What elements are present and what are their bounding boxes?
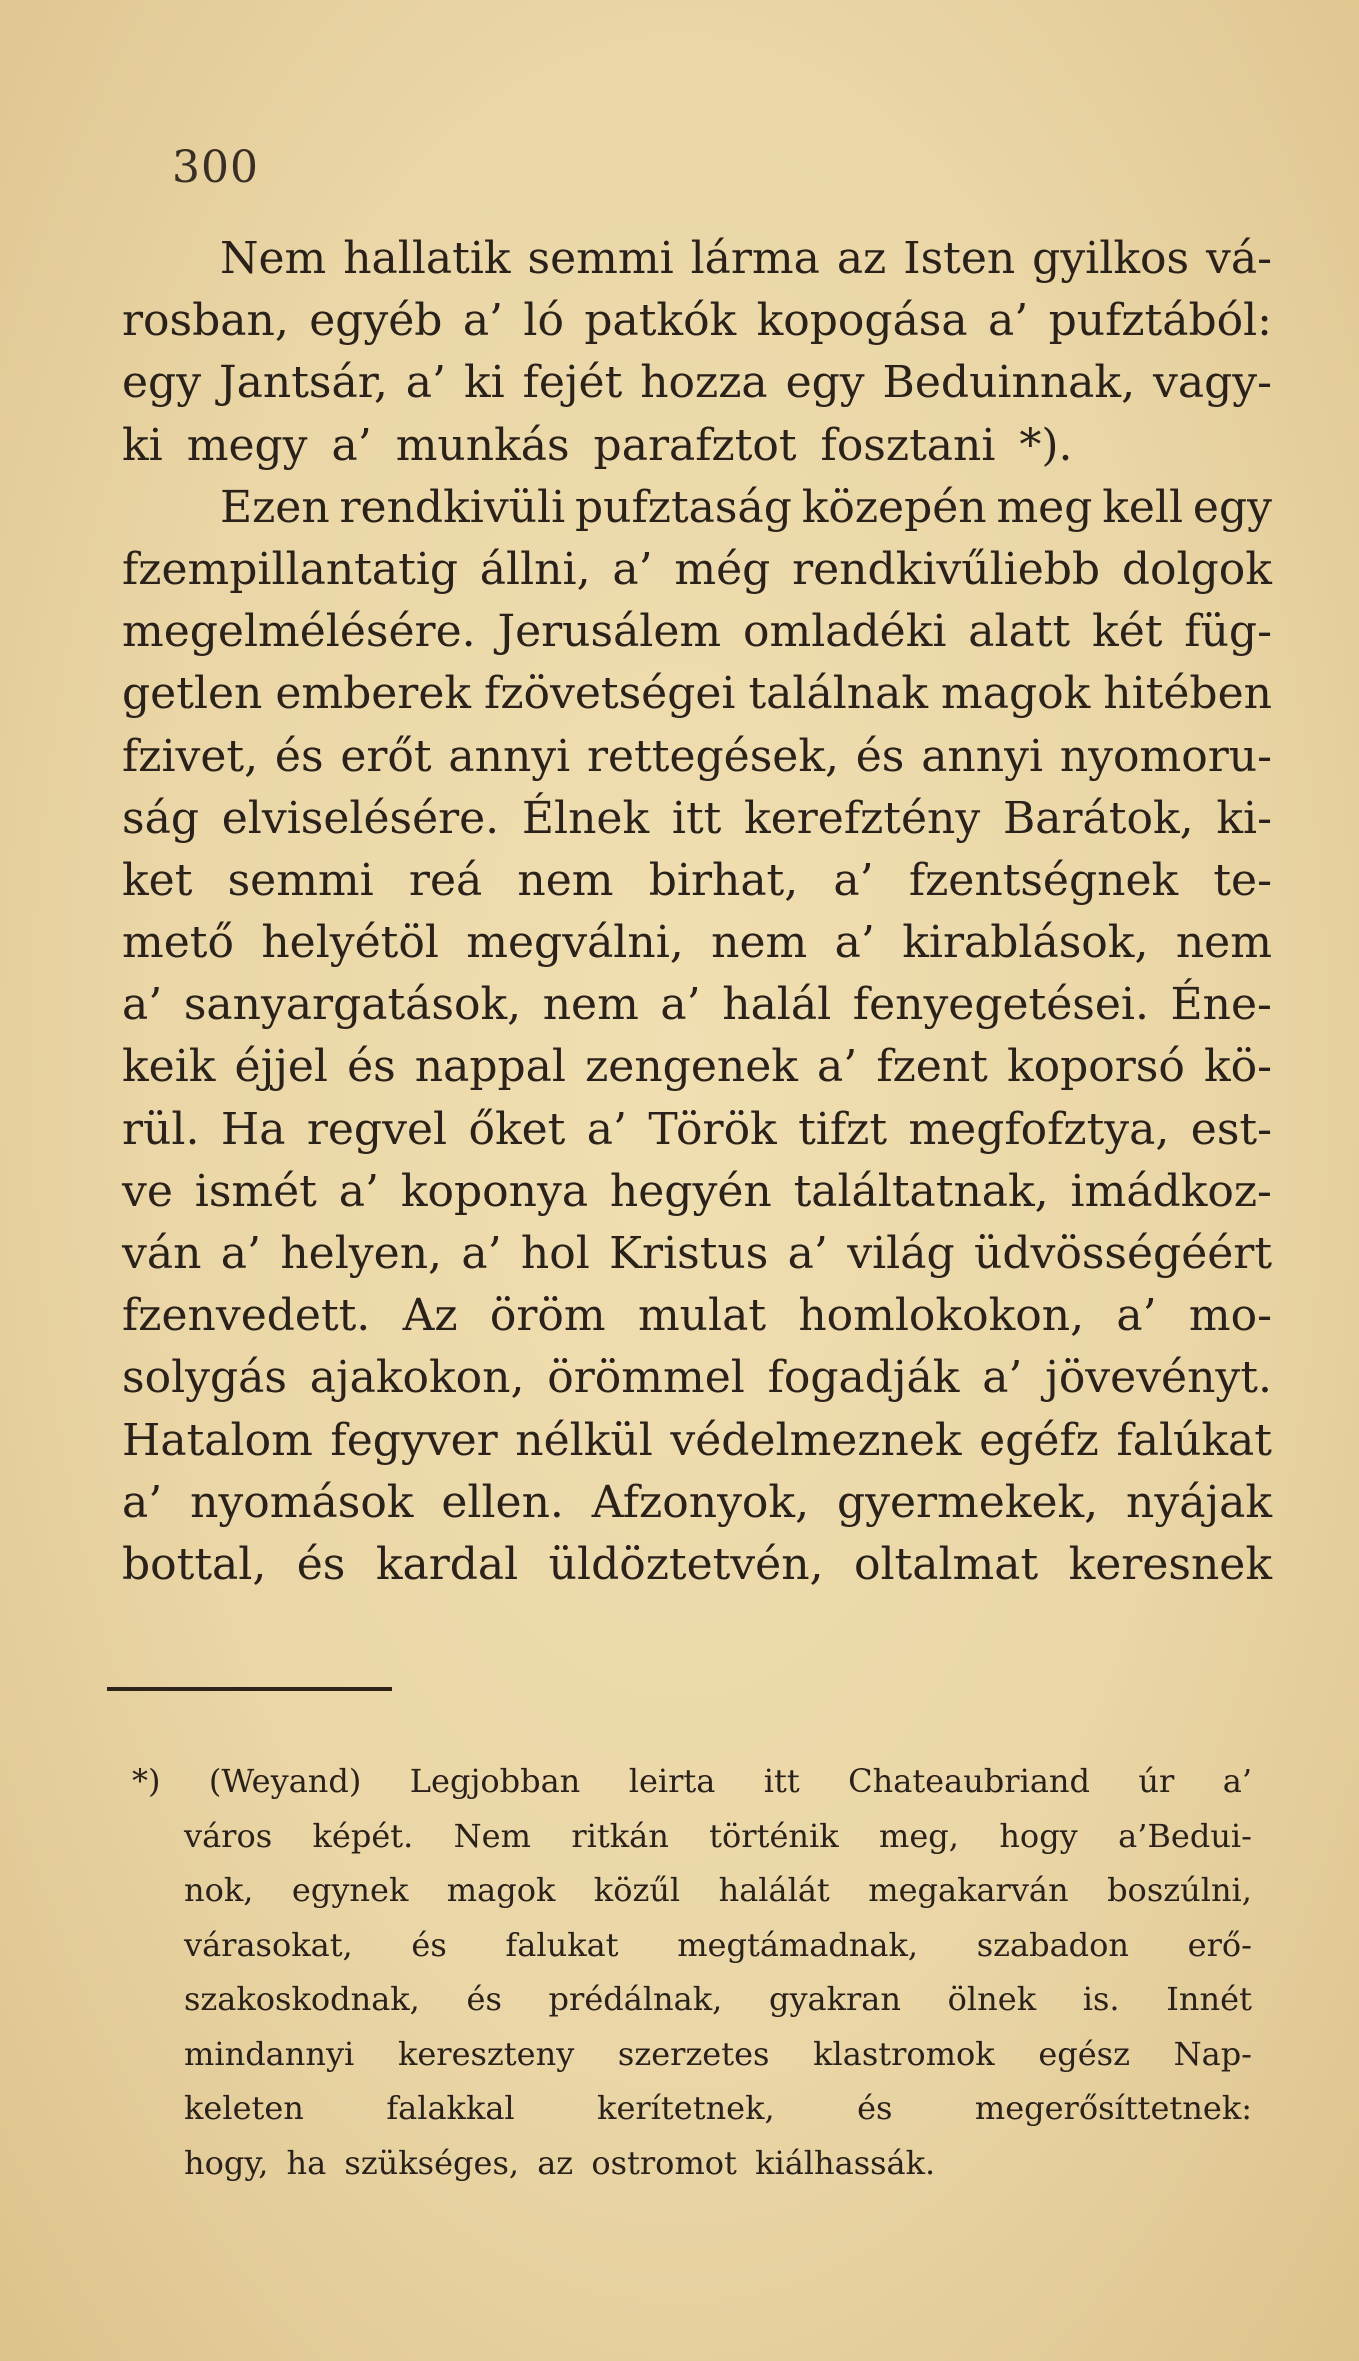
- text-line: rosban, egyéb a’ ló patkók kopogása a’ pufztából:: [122, 295, 1272, 347]
- footnote-line: hogy, ha szükséges, az ostromot kiálhassák.: [184, 2143, 936, 2182]
- text-line: bottal, és kardal üldöztetvén, oltalmat keresnek: [122, 1538, 1272, 1590]
- text-line: fzivet, és erőt annyi rettegések, és annyi nyomoru-: [122, 730, 1272, 782]
- footnote-line: keleten falakkal kerítetnek, és megerősíttetnek:: [184, 2089, 1252, 2127]
- text-line: egy Jantsár, a’ ki fejét hozza egy Beduinnak, vagy-: [122, 357, 1272, 409]
- text-line: Hatalom fegyver nélkül védelmeznek egéfz falúkat: [122, 1414, 1272, 1466]
- text-line: solygás ajakokon, örömmel fogadják a’ jövevényt.: [122, 1352, 1272, 1404]
- footnote-line: *) (Weyand) Legjobban leirta itt Chateaubriand úr a’: [132, 1762, 1252, 1800]
- text-line: Nem hallatik semmi lárma az Isten gyilkos vá-: [220, 233, 1272, 284]
- text-line: a’ sanyargatások, nem a’ halál fenyegetései. Éne-: [122, 979, 1272, 1031]
- text-line: a’ nyomások ellen. Afzonyok, gyermekek, nyájak: [122, 1476, 1272, 1528]
- text-line: getlen emberek fzövetségei találnak magok hitében: [122, 668, 1272, 720]
- text-line: ván a’ helyen, a’ hol Kristus a’ világ üdvösségéért: [122, 1228, 1272, 1279]
- text-line: megelmélésére. Jerusálem omladéki alatt két füg-: [122, 606, 1272, 658]
- text-line: ság elviselésére. Élnek itt kerefztény Barátok, ki-: [122, 792, 1272, 844]
- footnote-line: várasokat, és falukat megtámadnak, szabadon erő-: [184, 1925, 1252, 1964]
- text-line: fzenvedett. Az öröm mulat homlokokon, a’ mo-: [122, 1290, 1272, 1342]
- text-line: ket semmi reá nem birhat, a’ fzentségnek te-: [122, 854, 1272, 906]
- text-line: Ezen rendkivüli pufztaság közepén meg kell egy: [220, 481, 1272, 533]
- page-number: 300: [172, 142, 259, 193]
- footnote-line: nok, egynek magok közűl halálát megakarván boszúlni,: [184, 1871, 1252, 1909]
- text-line: mető helyétöl megválni, nem a’ kirablások, nem: [122, 917, 1272, 969]
- footnote-divider: [107, 1687, 392, 1691]
- text-line: ki megy a’ munkás parafztot fosztani *).: [122, 419, 1073, 471]
- text-line: keik éjjel és nappal zengenek a’ fzent koporsó kö-: [122, 1041, 1272, 1093]
- footnote-line: mindannyi kereszteny szerzetes klastromok egész Nap-: [184, 2034, 1252, 2073]
- main-text: [122, 228, 1272, 1596]
- text-line: ve ismét a’ koponya hegyén találtatnak, imádkoz-: [122, 1165, 1272, 1217]
- text-line: rül. Ha regvel őket a’ Török tifzt megfofztya, est-: [122, 1103, 1272, 1155]
- footnote: [132, 1754, 1252, 2190]
- footnote-line: szakoskodnak, és prédálnak, gyakran ölnek is. Innét: [184, 1980, 1252, 2018]
- footnote-line: város képét. Nem ritkán történik meg, hogy a’Bedui-: [184, 1816, 1252, 1855]
- text-line: fzempillantatig állni, a’ még rendkivűliebb dolgok: [122, 543, 1272, 595]
